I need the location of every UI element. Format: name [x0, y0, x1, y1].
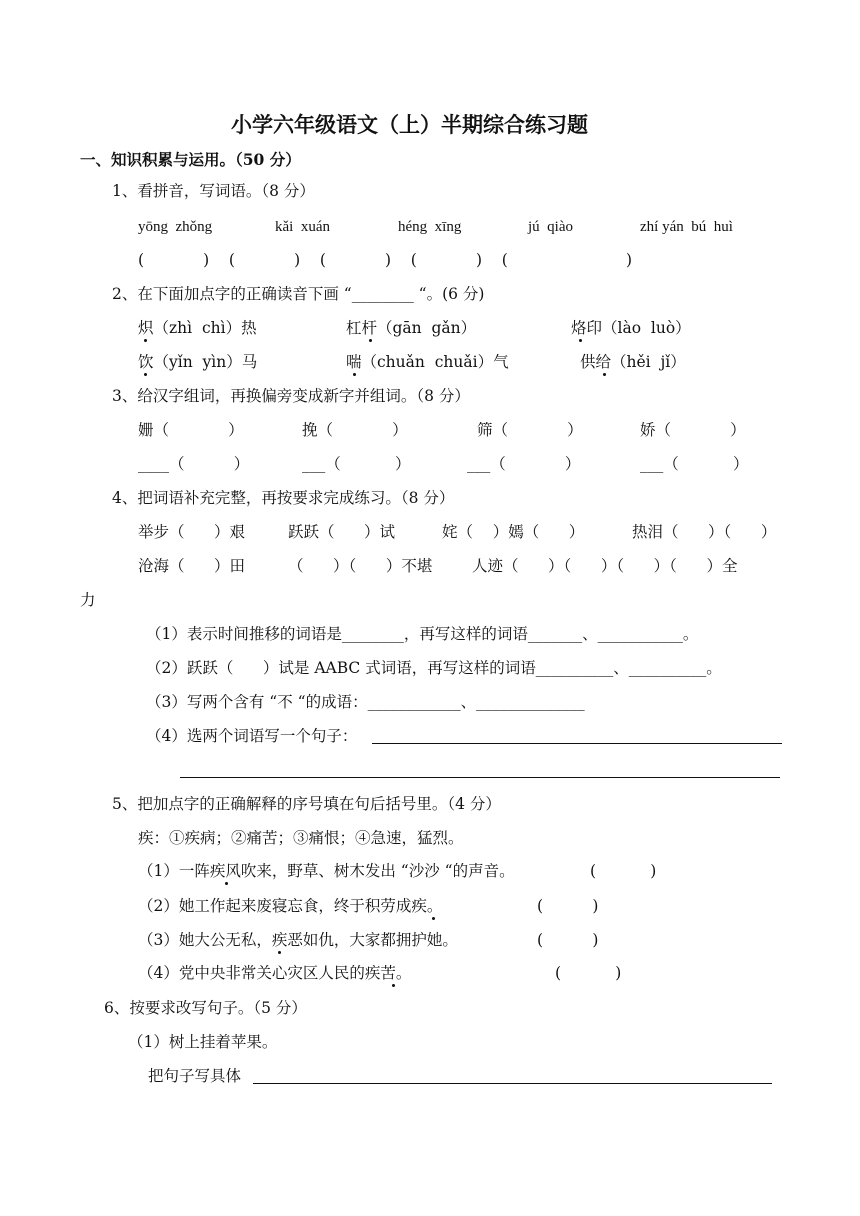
sentence-item: （1）一阵疾风吹来，野草、树木发出 “沙沙 “的声音。 [138, 862, 515, 880]
question-5-heading: 5、把加点字的正确解释的序号填在句后括号里。（4 分） [112, 795, 501, 813]
question-6-heading: 6、按要求改写句子。（5 分） [104, 999, 307, 1017]
answer-bracket[interactable]: ( ) [590, 862, 657, 880]
rewrite-task-label: 把句子写具体 [148, 1067, 242, 1085]
pinyin-4: jú qiào [528, 219, 573, 235]
emphasis-dot [144, 339, 147, 342]
emphasis-dot [432, 917, 435, 920]
idiom-fill[interactable]: 姹（ ）嫣（ ） [442, 523, 585, 541]
answer-brackets[interactable]: ( ) ( ) ( ) ( ) ( ) [138, 251, 633, 269]
answer-bracket[interactable]: ( ) [555, 964, 622, 982]
new-char-blank[interactable]: ___（ ） [640, 455, 749, 473]
new-char-blank[interactable]: ___（ ） [302, 455, 411, 473]
idiom-fill[interactable]: 沧海（ ）田 [138, 557, 246, 575]
emphasis-dot [392, 984, 395, 987]
question-1-heading: 1、看拼音，写词语。（8 分） [112, 182, 315, 200]
idiom-fill[interactable]: （ ）（ ）不堪 [288, 557, 433, 575]
emphasis-dot [278, 951, 281, 954]
emphasis-dot [579, 339, 582, 342]
emphasis-dot [144, 373, 147, 376]
word-formation-char[interactable]: 姗（ ） [138, 421, 244, 439]
pronunciation-item: 饮（yǐn yìn）马 [138, 353, 258, 371]
page-title: 小学六年级语文（上）半期综合练习题 [231, 112, 588, 137]
question-3-heading: 3、给汉字组词，再换偏旁变成新字并组词。（8 分） [112, 387, 470, 405]
new-char-blank[interactable]: ____（ ） [138, 455, 250, 473]
idiom-fill[interactable]: 人迹（ ）（ ）（ ）（ ）全 [472, 557, 738, 575]
sentence-answer-line[interactable] [372, 743, 782, 744]
pronunciation-item: 供给（hěi jǐ） [580, 353, 686, 371]
question-4-heading: 4、把词语补充完整，再按要求完成练习。（8 分） [112, 489, 455, 507]
idiom-fill-wrap: 力 [80, 591, 96, 609]
sub-question-1[interactable]: （1）表示时间推移的词语是________，再写这样的词语_______、___________。 [146, 625, 699, 643]
pinyin-1: yōng zhǒng [138, 219, 213, 235]
pinyin-5: zhí yán bú huì [640, 219, 733, 235]
answer-bracket[interactable]: ( ) [537, 897, 599, 915]
pronunciation-item: 喘（chuǎn chuǎi）气 [346, 353, 509, 371]
emphasis-dot [353, 373, 356, 376]
pronunciation-item: 杠杆（gān gǎn） [346, 319, 477, 337]
sub-question-2[interactable]: （2）跃跃（ ）试是 AABC 式词语，再写这样的词语__________、__________。 [146, 659, 722, 677]
sentence-item: （4）党中央非常关心灾区人民的疾苦。 [138, 964, 412, 982]
sentence-item: （3）她大公无私，疾恶如仇，大家都拥护她。 [138, 931, 458, 949]
sub-question-3[interactable]: （3）写两个含有 “不 “的成语：____________、______________ [146, 693, 585, 711]
emphasis-dot [603, 373, 606, 376]
sentence-item: （2）她工作起来废寝忘食，终于积劳成疾。 [138, 897, 443, 915]
emphasis-dot [369, 339, 372, 342]
rewrite-answer-line[interactable] [253, 1083, 772, 1084]
pinyin-2: kǎi xuán [275, 219, 330, 235]
section-heading: 一、知识积累与运用。（50 分） [80, 150, 301, 169]
definition-list: 疾：①疾病；②痛苦；③痛恨；④急速，猛烈。 [138, 829, 464, 847]
pronunciation-item: 炽（zhì chì）热 [138, 319, 257, 337]
idiom-fill[interactable]: 跃跃（ ）试 [288, 523, 396, 541]
word-formation-char[interactable]: 筛（ ） [477, 421, 583, 439]
sub-question-4: （4）选两个词语写一个句子： [146, 727, 358, 745]
pinyin-3: héng xīng [398, 219, 462, 235]
word-formation-char[interactable]: 娇（ ） [640, 421, 746, 439]
sentence-answer-line[interactable] [180, 777, 780, 778]
sub-question-1: （1）树上挂着苹果。 [128, 1033, 278, 1051]
idiom-fill[interactable]: 热泪（ ）（ ） [632, 523, 777, 541]
new-char-blank[interactable]: ___（ ） [467, 455, 581, 473]
answer-bracket[interactable]: ( ) [537, 931, 599, 949]
emphasis-dot [225, 882, 228, 885]
pronunciation-item: 烙印（lào luò） [571, 319, 691, 337]
question-2-heading: 2、在下面加点字的正确读音下画 “________ “。(6 分) [112, 285, 485, 303]
idiom-fill[interactable]: 举步（ ）艰 [138, 523, 246, 541]
word-formation-char[interactable]: 挽（ ） [302, 421, 408, 439]
